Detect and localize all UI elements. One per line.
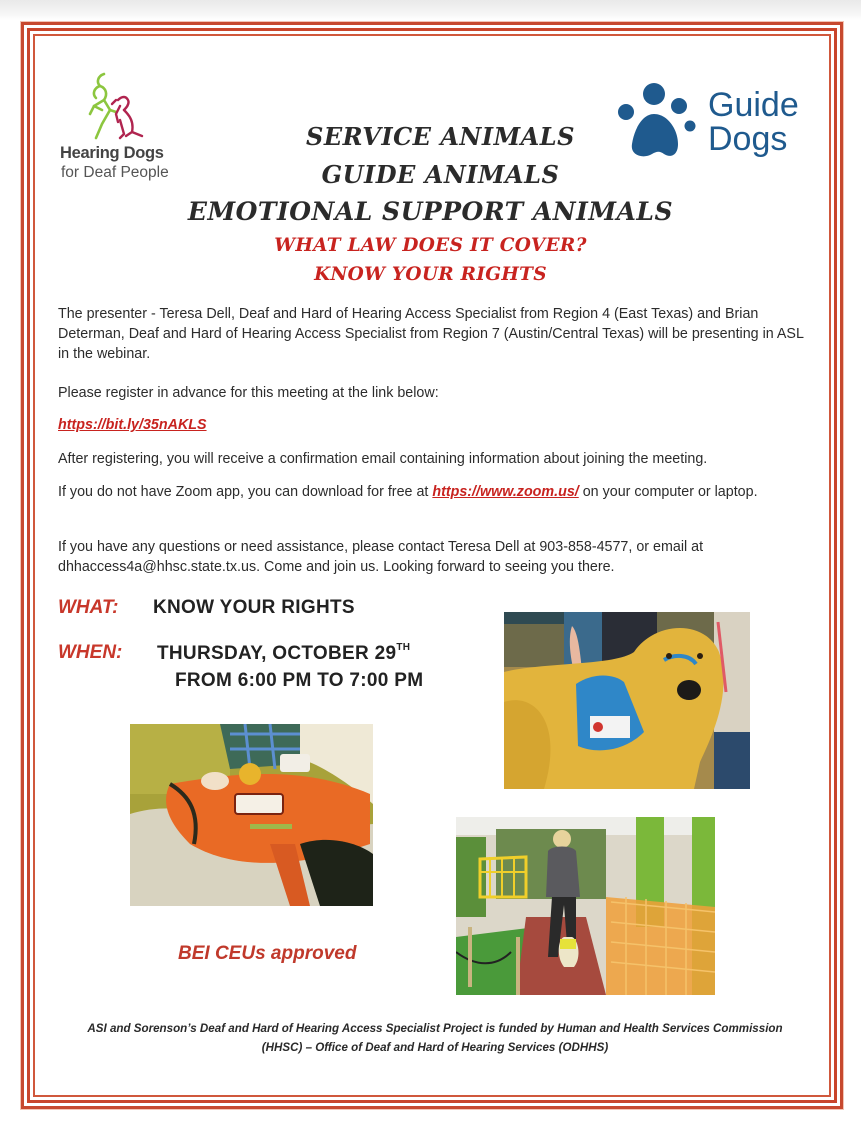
when-date [157,642,410,665]
subheadline-know-rights: KNOW YOUR RIGHTS [314,264,547,285]
register-link-paragraph [58,415,818,435]
photo-golden-retriever-blue-vest [504,612,750,789]
hearing-dogs-logo-title: Hearing Dogs [60,144,164,162]
guide-dogs-logo-line1: Guide [708,86,799,124]
guide-dogs-logo-line2: Dogs [708,120,788,158]
register-paragraph: Please register in advance for this meeting at the link below: [58,385,439,401]
footer-line-1: ASI and Sorenson’s Deaf and Hard of Hearing Access Specialist Project is funded by Human and Health Services Commission [87,1022,783,1035]
what-label: WHAT: [58,597,119,618]
funding-footer [40,1019,830,1057]
register-link[interactable]: https://bit.ly/35nAKLS [58,417,207,433]
zoom-paragraph [58,482,818,502]
hearing-dogs-logo-subtitle: for Deaf People [61,164,169,181]
photo-hearing-dog-orange-vest [130,724,373,906]
bei-ceus-badge: BEI CEUs approved [178,943,357,964]
zoom-link[interactable]: https://www.zoom.us/ [432,484,579,500]
contact-paragraph: If you have any questions or need assistance, please contact Teresa Dell at 903-858-4577, or email at dhhaccess4a@hhsc.state.tx.us. Come and join us. Looking forward to seeing you there. [58,539,704,575]
zoom-text-suffix: on your computer or laptop. [578,484,758,500]
headline-emotional-support-animals: EMOTIONAL SUPPORT ANIMALS [187,197,674,226]
when-date-suffix: TH [396,642,411,653]
presenter-paragraph: The presenter - Teresa Dell, Deaf and Hard of Hearing Access Specialist from Region 4 (East Texas) and Brian Determan, Deaf and Hard of Hearing Access Specialist from Region 7 (Austin/Central Texas) will be presenting in ASL in the webinar. [58,306,804,362]
headline-guide-animals: GUIDE ANIMALS [321,160,560,189]
zoom-text-prefix: If you do not have Zoom app, you can download for free at [58,484,433,500]
footer-line-2: (HHSC) – Office of Deaf and Hard of Hearing Services (ODHHS) [261,1041,609,1054]
photo-woman-with-guide-dog [456,817,715,995]
what-value: KNOW YOUR RIGHTS [153,597,355,618]
when-time: FROM 6:00 PM TO 7:00 PM [175,670,424,691]
when-label: WHEN: [58,642,123,663]
after-register-paragraph: After registering, you will receive a confirmation email containing information about joining the meeting. [58,451,708,467]
headline-service-animals: SERVICE ANIMALS [306,122,575,151]
subheadline-what-law: WHAT LAW DOES IT COVER? [274,235,587,256]
when-date-text: THURSDAY, OCTOBER 29 [157,643,397,664]
